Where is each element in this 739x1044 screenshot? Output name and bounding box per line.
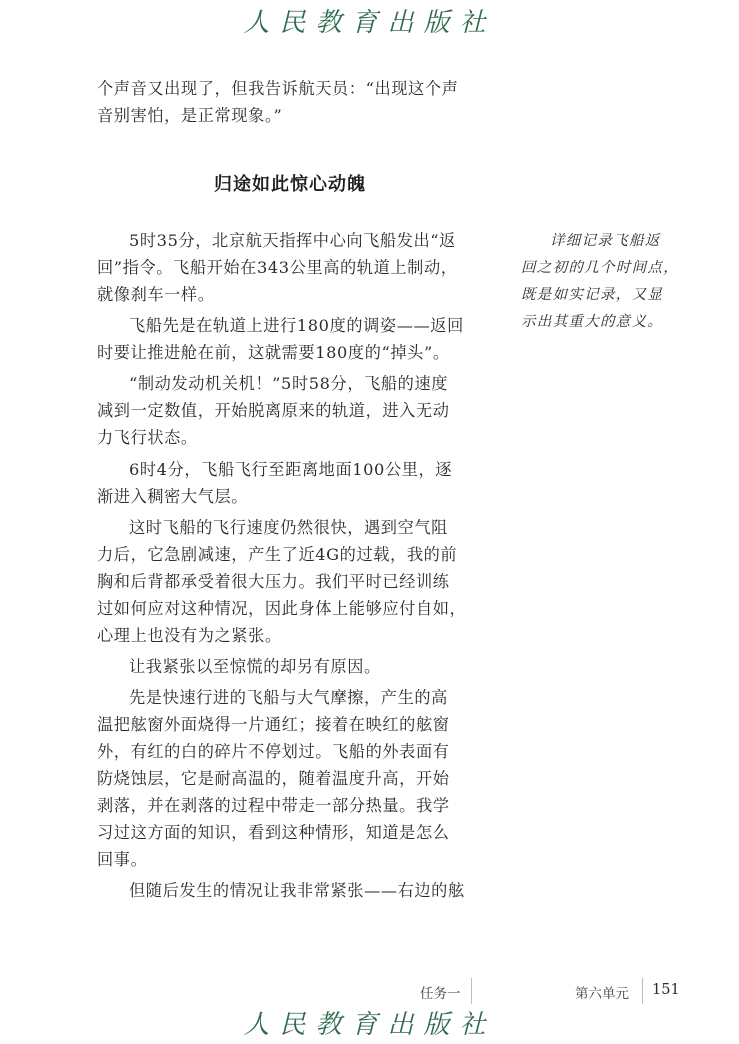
note-line: 示出其重大的意义。 (521, 314, 664, 330)
text-line: 就像刹车一样。 (97, 285, 215, 304)
text-line: 防烧蚀层，它是耐高温的，随着温度升高，开始 (97, 769, 450, 788)
note-line: 回之初的几个时间点， (521, 260, 679, 276)
text-line: 外，有红的白的碎片不停划过。飞船的外表面有 (97, 742, 450, 761)
text-line: 胸和后背都承受着很大压力。我们平时已经训练 (97, 572, 450, 591)
text-line: 剥落，并在剥落的过程中带走一部分热量。我学 (97, 796, 450, 815)
text-line: 时要让推进舱在前，这就需要180度的“掉头”。 (97, 343, 450, 362)
footer-divider (471, 978, 472, 1004)
text-line: 5时35分，北京航天指挥中心向飞船发出“返 (129, 231, 456, 250)
note-line: 详细记录飞船返 (550, 233, 661, 249)
text-line: “制动发动机关机！”5时58分，飞船的速度 (129, 374, 449, 393)
text-line: 先是快速行进的飞船与大气摩擦，产生的高 (129, 688, 448, 707)
page-number: 151 (652, 982, 680, 998)
text-line: 飞船先是在轨道上进行180度的调姿——返回 (129, 316, 464, 335)
text-line: 力后，它急剧减速，产生了近4G的过载，我的前 (97, 545, 458, 564)
note-line: 既是如实记录，又显 (521, 287, 664, 303)
text-line: 回事。 (97, 850, 148, 869)
text-line: 这时飞船的飞行速度仍然很快，遇到空气阻 (129, 518, 448, 537)
publisher-logo-bottom: 人民教育出版社 (243, 1010, 496, 1040)
text-line: 力飞行状态。 (97, 428, 198, 447)
text-line: 心理上也没有为之紧张。 (97, 626, 282, 645)
text-line: 音别害怕，是正常现象。” (97, 106, 283, 125)
footer-divider (642, 978, 643, 1004)
text-line: 个声音又出现了，但我告诉航天员：“出现这个声 (97, 79, 459, 98)
text-line: 回”指令。飞船开始在343公里高的轨道上制动， (97, 258, 458, 277)
text-line: 渐进入稠密大气层。 (97, 487, 249, 506)
text-line: 过如何应对这种情况，因此身体上能够应付自如， (97, 599, 467, 618)
text-line: 温把舷窗外面烧得一片通红；接着在映红的舷窗 (97, 715, 450, 734)
text-line: 让我紧张以至惊慌的却另有原因。 (129, 657, 381, 676)
text-line: 但随后发生的情况让我非常紧张——右边的舷 (129, 881, 465, 900)
footer-unit-label: 第六单元 (575, 986, 629, 1002)
footer-task-label: 任务一 (420, 986, 461, 1002)
publisher-logo-top: 人民教育出版社 (243, 8, 496, 38)
text-line: 减到一定数值，开始脱离原来的轨道，进入无动 (97, 401, 450, 420)
section-heading: 归途如此惊心动魄 (214, 174, 366, 195)
text-line: 6时4分，飞船飞行至距离地面100公里，逐 (129, 460, 453, 479)
text-line: 习过这方面的知识，看到这种情形，知道是怎么 (97, 823, 450, 842)
